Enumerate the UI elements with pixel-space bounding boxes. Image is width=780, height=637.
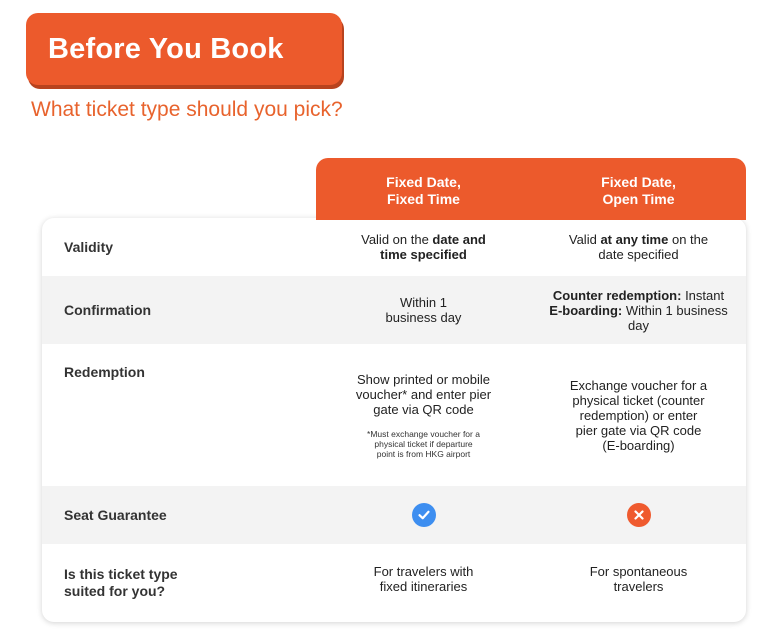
cell-open-time: For spontaneous travelers	[589, 564, 688, 594]
row-suited	[42, 544, 746, 622]
row-redemption	[42, 344, 746, 486]
cell-fixed-time	[316, 486, 531, 544]
column-header-band	[316, 158, 746, 220]
comparison-table	[42, 218, 746, 622]
cell-open-time	[531, 486, 746, 544]
cell-fixed-time: For travelers with fixed itineraries	[373, 564, 474, 594]
row-label: Confirmation	[64, 301, 152, 318]
row-seat-guarantee	[42, 486, 746, 544]
page-title: Before You Book	[48, 32, 284, 65]
column-header-fixed-time: Fixed Date, Fixed Time	[386, 174, 461, 207]
row-label: Redemption	[64, 364, 145, 380]
cell-fixed-time: Within 1 business day	[385, 295, 462, 325]
row-label: Is this ticket type suited for you?	[64, 566, 178, 599]
subtitle: What ticket type should you pick?	[31, 98, 343, 121]
title-banner	[26, 13, 342, 85]
row-confirmation	[42, 276, 746, 344]
cell-open-time: Exchange voucher for a physical ticket (counter redemption) or enter pier gate via QR code (E-boarding)	[569, 377, 708, 453]
cell-open-time: Counter redemption: Instant E-boarding: Within 1 business day	[549, 287, 728, 333]
cross-icon	[627, 503, 651, 527]
column-header-open-time: Fixed Date, Open Time	[601, 174, 676, 207]
row-label: Seat Guarantee	[64, 506, 167, 523]
cell-fixed-time: Show printed or mobile voucher* and enter pier gate via QR code *Must exchange voucher for a physical ticket if departure point is from HKG airport	[355, 371, 492, 459]
row-label: Validity	[64, 238, 114, 255]
cell-fixed-time: Valid on the date and time specified	[361, 232, 486, 262]
check-icon	[412, 503, 436, 527]
row-validity	[42, 218, 746, 276]
footnote: *Must exchange voucher for a physical ticket if departure point is from HKG airport	[367, 428, 480, 459]
cell-open-time: Valid at any time on the date specified	[568, 232, 709, 262]
